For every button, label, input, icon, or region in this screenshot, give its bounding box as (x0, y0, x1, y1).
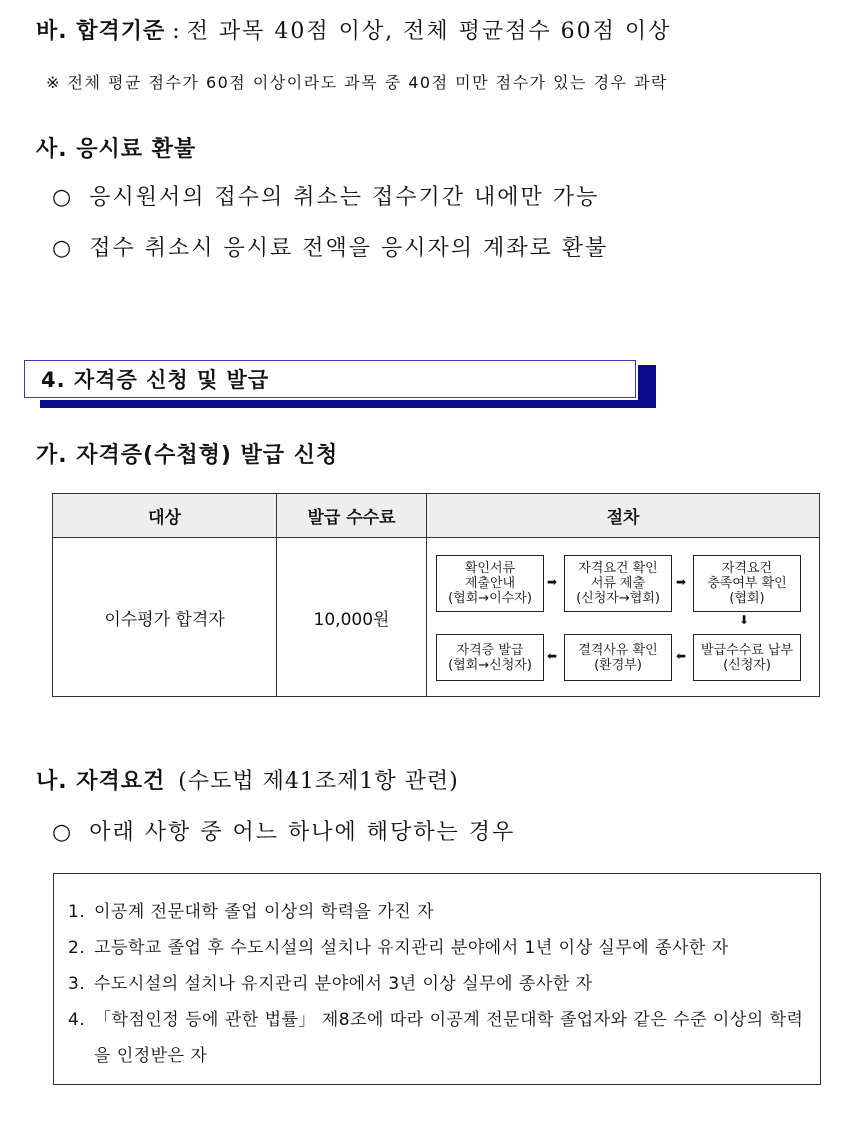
criteria-colon: : (165, 19, 187, 44)
target-cell: 이수평가 합격자 (53, 538, 277, 697)
list-item-text: 「학점인정 등에 관한 법률」 제8조에 따라 이공계 전문대학 졸업자와 같은 수준 이상의 학력을 인정받은 자 (94, 1010, 804, 1066)
issue-heading: 가. 자격증(수첩형) 발급 신청 (36, 443, 339, 468)
arrow-left-icon: ⬅ (547, 649, 558, 663)
section-banner (24, 360, 656, 408)
procedure-flow (433, 549, 813, 685)
flow-step-line: 자격요건 (721, 561, 773, 576)
refund-item (52, 231, 608, 262)
flow-step (436, 634, 544, 681)
bullet-circle-icon: ○ (52, 820, 74, 845)
list-item (68, 894, 806, 930)
criteria-heading: 바. 합격기준 (36, 19, 166, 44)
flow-step-line: 결격사유 확인 (578, 642, 658, 658)
issue-table (52, 493, 820, 697)
requirements-box (53, 873, 821, 1085)
list-item-text: 수도시설의 설치나 유지관리 분야에서 3년 이상 실무에 종사한 자 (94, 974, 593, 994)
criteria-text: 전 과목 40점 이상, 전체 평균점수 60점 이상 (186, 19, 672, 44)
criteria-line (36, 14, 671, 45)
table-row (53, 538, 820, 697)
flow-step-line: (환경부) (594, 657, 642, 673)
arrow-right-icon: ➡ (676, 575, 687, 589)
banner-shadow-side (638, 365, 656, 408)
flow-step-line: 발급수수료 납부 (700, 642, 794, 658)
bullet-circle-icon: ○ (52, 185, 74, 210)
requirements-bullet (52, 815, 515, 846)
table-header: 발급 수수료 (277, 494, 427, 538)
banner-shadow (40, 400, 656, 408)
flow-step-line: (신청자) (723, 657, 771, 673)
arrow-right-icon: ➡ (547, 575, 558, 589)
flow-step-line: (협회) (729, 591, 765, 606)
refund-item-text: 응시원서의 접수의 취소는 접수기간 내에만 가능 (89, 185, 600, 210)
arrow-left-icon: ⬅ (676, 649, 687, 663)
flow-step-line: (협회→이수자) (448, 591, 532, 606)
bullet-circle-icon: ○ (52, 236, 74, 261)
list-item-number: 2. (68, 938, 86, 958)
refund-item (52, 180, 599, 211)
criteria-note: ※ 전체 평균 점수가 60점 이상이라도 과목 중 40점 미만 점수가 있는 경우 과락 (46, 73, 669, 92)
flow-step-line: 제출안내 (464, 576, 516, 591)
flow-step (564, 634, 672, 681)
flow-step-line: 서류 제출 (590, 576, 646, 591)
table-header: 대상 (53, 494, 277, 538)
flow-step-line: 충족여부 확인 (707, 576, 787, 591)
list-item-number: 3. (68, 974, 86, 994)
list-item-number: 1. (68, 902, 86, 922)
refund-item-text: 접수 취소시 응시료 전액을 응시자의 계좌로 환불 (89, 236, 609, 261)
flow-step (693, 634, 801, 681)
list-item-text: 이공계 전문대학 졸업 이상의 학력을 가진 자 (94, 902, 435, 922)
table-header: 절차 (427, 494, 820, 538)
requirements-bullet-text: 아래 사항 중 어느 하나에 해당하는 경우 (89, 820, 516, 845)
requirements-line (36, 764, 459, 795)
list-item (68, 1002, 806, 1074)
flow-step-line: (신청자→협회) (576, 591, 660, 606)
flow-step (436, 555, 544, 612)
requirements-heading: 나. 자격요건 (36, 769, 166, 794)
procedure-cell (427, 538, 820, 697)
flow-step (564, 555, 672, 612)
list-item-number: 4. (68, 1010, 86, 1030)
flow-step-line: 자격요건 확인 (578, 561, 658, 576)
flow-step-line: (협회→신청자) (448, 657, 532, 673)
section-title: 4. 자격증 신청 및 발급 (24, 360, 636, 398)
table-header-row (53, 494, 820, 538)
arrow-down-icon: ⬇ (739, 613, 750, 627)
flow-step (693, 555, 801, 612)
list-item (68, 966, 806, 1002)
flow-step-line: 확인서류 (464, 561, 516, 576)
requirements-sub: (수도법 제41조제1항 관련) (178, 769, 459, 794)
refund-heading: 사. 응시료 환불 (36, 137, 197, 162)
flow-step-line: 자격증 발급 (456, 642, 524, 658)
list-item (68, 930, 806, 966)
list-item-text: 고등학교 졸업 후 수도시설의 설치나 유지관리 분야에서 1년 이상 실무에 종사한 자 (94, 938, 729, 958)
fee-cell: 10,000원 (277, 538, 427, 697)
